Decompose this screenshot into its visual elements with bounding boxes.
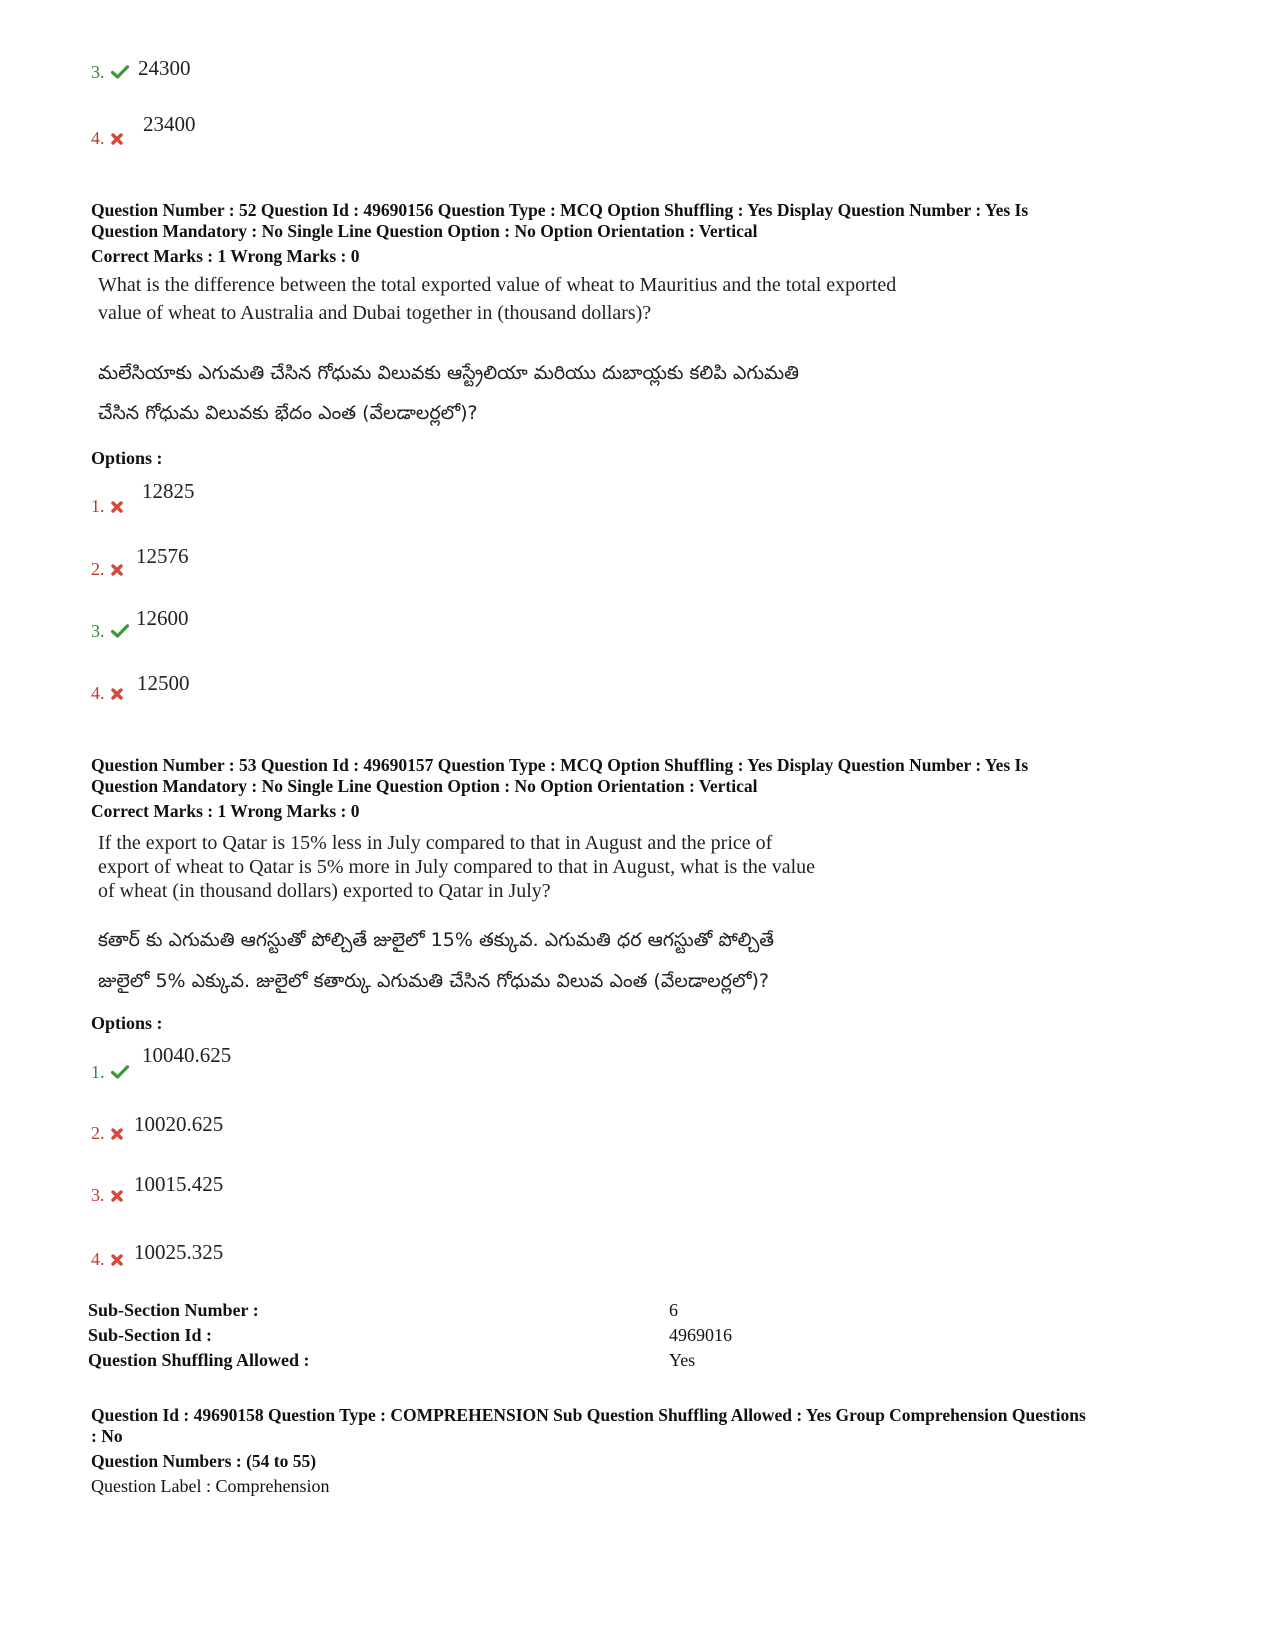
options-label: Options : [91,1013,163,1033]
question-text-en: value of wheat to Australia and Dubai together in (thousand dollars)? [98,302,652,324]
wrong-cross-icon [111,1254,123,1266]
option-number: 4. [91,128,105,148]
question-text-en: If the export to Qatar is 15% less in July compared to that in August and the price of [98,832,773,854]
option-value: 24300 [138,56,191,80]
subsection-id-label: Sub-Section Id : [88,1325,213,1345]
question-meta-line: Question Number : 53 Question Id : 49690157 Question Type : MCQ Option Shuffling : Yes Display Question Number : Yes Is [91,755,1029,775]
question-text-te: మలేసియాకు ఎగుమతి చేసిన గోధుమ విలువకు ఆస్ట్రేలియా మరియు దుబాయ్లకు కలిపి ఎగుమతి [98,362,799,384]
question-meta-line: Question Mandatory : No Single Line Question Option : No Option Orientation : Vertical [91,776,758,796]
option-number: 3. [91,1185,105,1205]
option-value: 12500 [137,671,190,695]
option-row [91,62,129,83]
option-row [91,1062,129,1083]
option-number: 3. [91,62,105,82]
option-value: 12576 [136,544,189,568]
correct-tick-icon [111,624,129,638]
question-text-en: What is the difference between the total exported value of wheat to Mauritius and the total exported [98,274,897,296]
option-number: 4. [91,1249,105,1269]
subsection-number-label: Sub-Section Number : [88,1300,259,1320]
question-label: Question Label : Comprehension [91,1476,330,1496]
question-shuffling-label: Question Shuffling Allowed : [88,1350,310,1370]
options-label: Options : [91,448,163,468]
option-value: 12825 [142,479,195,503]
subsection-number-value: 6 [669,1300,678,1320]
question-numbers: Question Numbers : (54 to 55) [91,1451,317,1471]
option-value: 10020.625 [134,1112,224,1136]
option-number: 1. [91,496,105,516]
option-value: 10025.325 [134,1240,224,1264]
comprehension-meta-line: : No [91,1426,123,1446]
option-value: 23400 [143,112,196,136]
option-number: 3. [91,621,105,641]
option-number: 4. [91,683,105,703]
question-text-te: కతార్ కు ఎగుమతి ఆగస్టుతో పోల్చితే జులైలో 15% తక్కువ. ఎగుమతి ధర ఆగస్టుతో పోల్చితే [98,929,775,951]
comprehension-meta-line: Question Id : 49690158 Question Type : COMPREHENSION Sub Question Shuffling Allowed : Yes Group Comprehension Questions [91,1405,1086,1425]
option-number: 2. [91,559,105,579]
question-text-te: చేసిన గోధుమ విలువకు భేదం ఎంత (వేలడాలర్లలో)? [98,402,478,424]
wrong-cross-icon [111,133,123,145]
wrong-cross-icon [111,501,123,513]
question-meta-line: Question Number : 52 Question Id : 49690156 Question Type : MCQ Option Shuffling : Yes Display Question Number : Yes Is [91,200,1029,220]
question-meta-line: Question Mandatory : No Single Line Question Option : No Option Orientation : Vertical [91,221,758,241]
question-text-en: export of wheat to Qatar is 5% more in July compared to that in August, what is the value [98,856,816,878]
question-text-en: of wheat (in thousand dollars) exported to Qatar in July? [98,880,551,902]
wrong-cross-icon [111,564,123,576]
option-row [91,621,129,642]
question-text-te: జులైలో 5% ఎక్కువ. జులైలో కతార్కు ఎగుమతి చేసిన గోధుమ విలువ ఎంత (వేలడాలర్లలో)? [98,970,769,992]
option-row [91,1185,123,1206]
option-number: 2. [91,1123,105,1143]
wrong-cross-icon [111,1128,123,1140]
option-row [91,1123,123,1144]
option-number: 1. [91,1062,105,1082]
question-marks: Correct Marks : 1 Wrong Marks : 0 [91,801,360,821]
correct-tick-icon [111,1065,129,1079]
option-row [91,496,123,517]
wrong-cross-icon [111,1190,123,1202]
option-value: 10015.425 [134,1172,224,1196]
option-row [91,1249,123,1270]
option-value: 12600 [136,606,189,630]
correct-tick-icon [111,65,129,79]
option-row [91,683,123,704]
option-row [91,128,123,149]
wrong-cross-icon [111,688,123,700]
question-marks: Correct Marks : 1 Wrong Marks : 0 [91,246,360,266]
option-value: 10040.625 [142,1043,232,1067]
subsection-id-value: 4969016 [669,1325,732,1345]
question-shuffling-value: Yes [669,1350,696,1370]
option-row [91,559,123,580]
